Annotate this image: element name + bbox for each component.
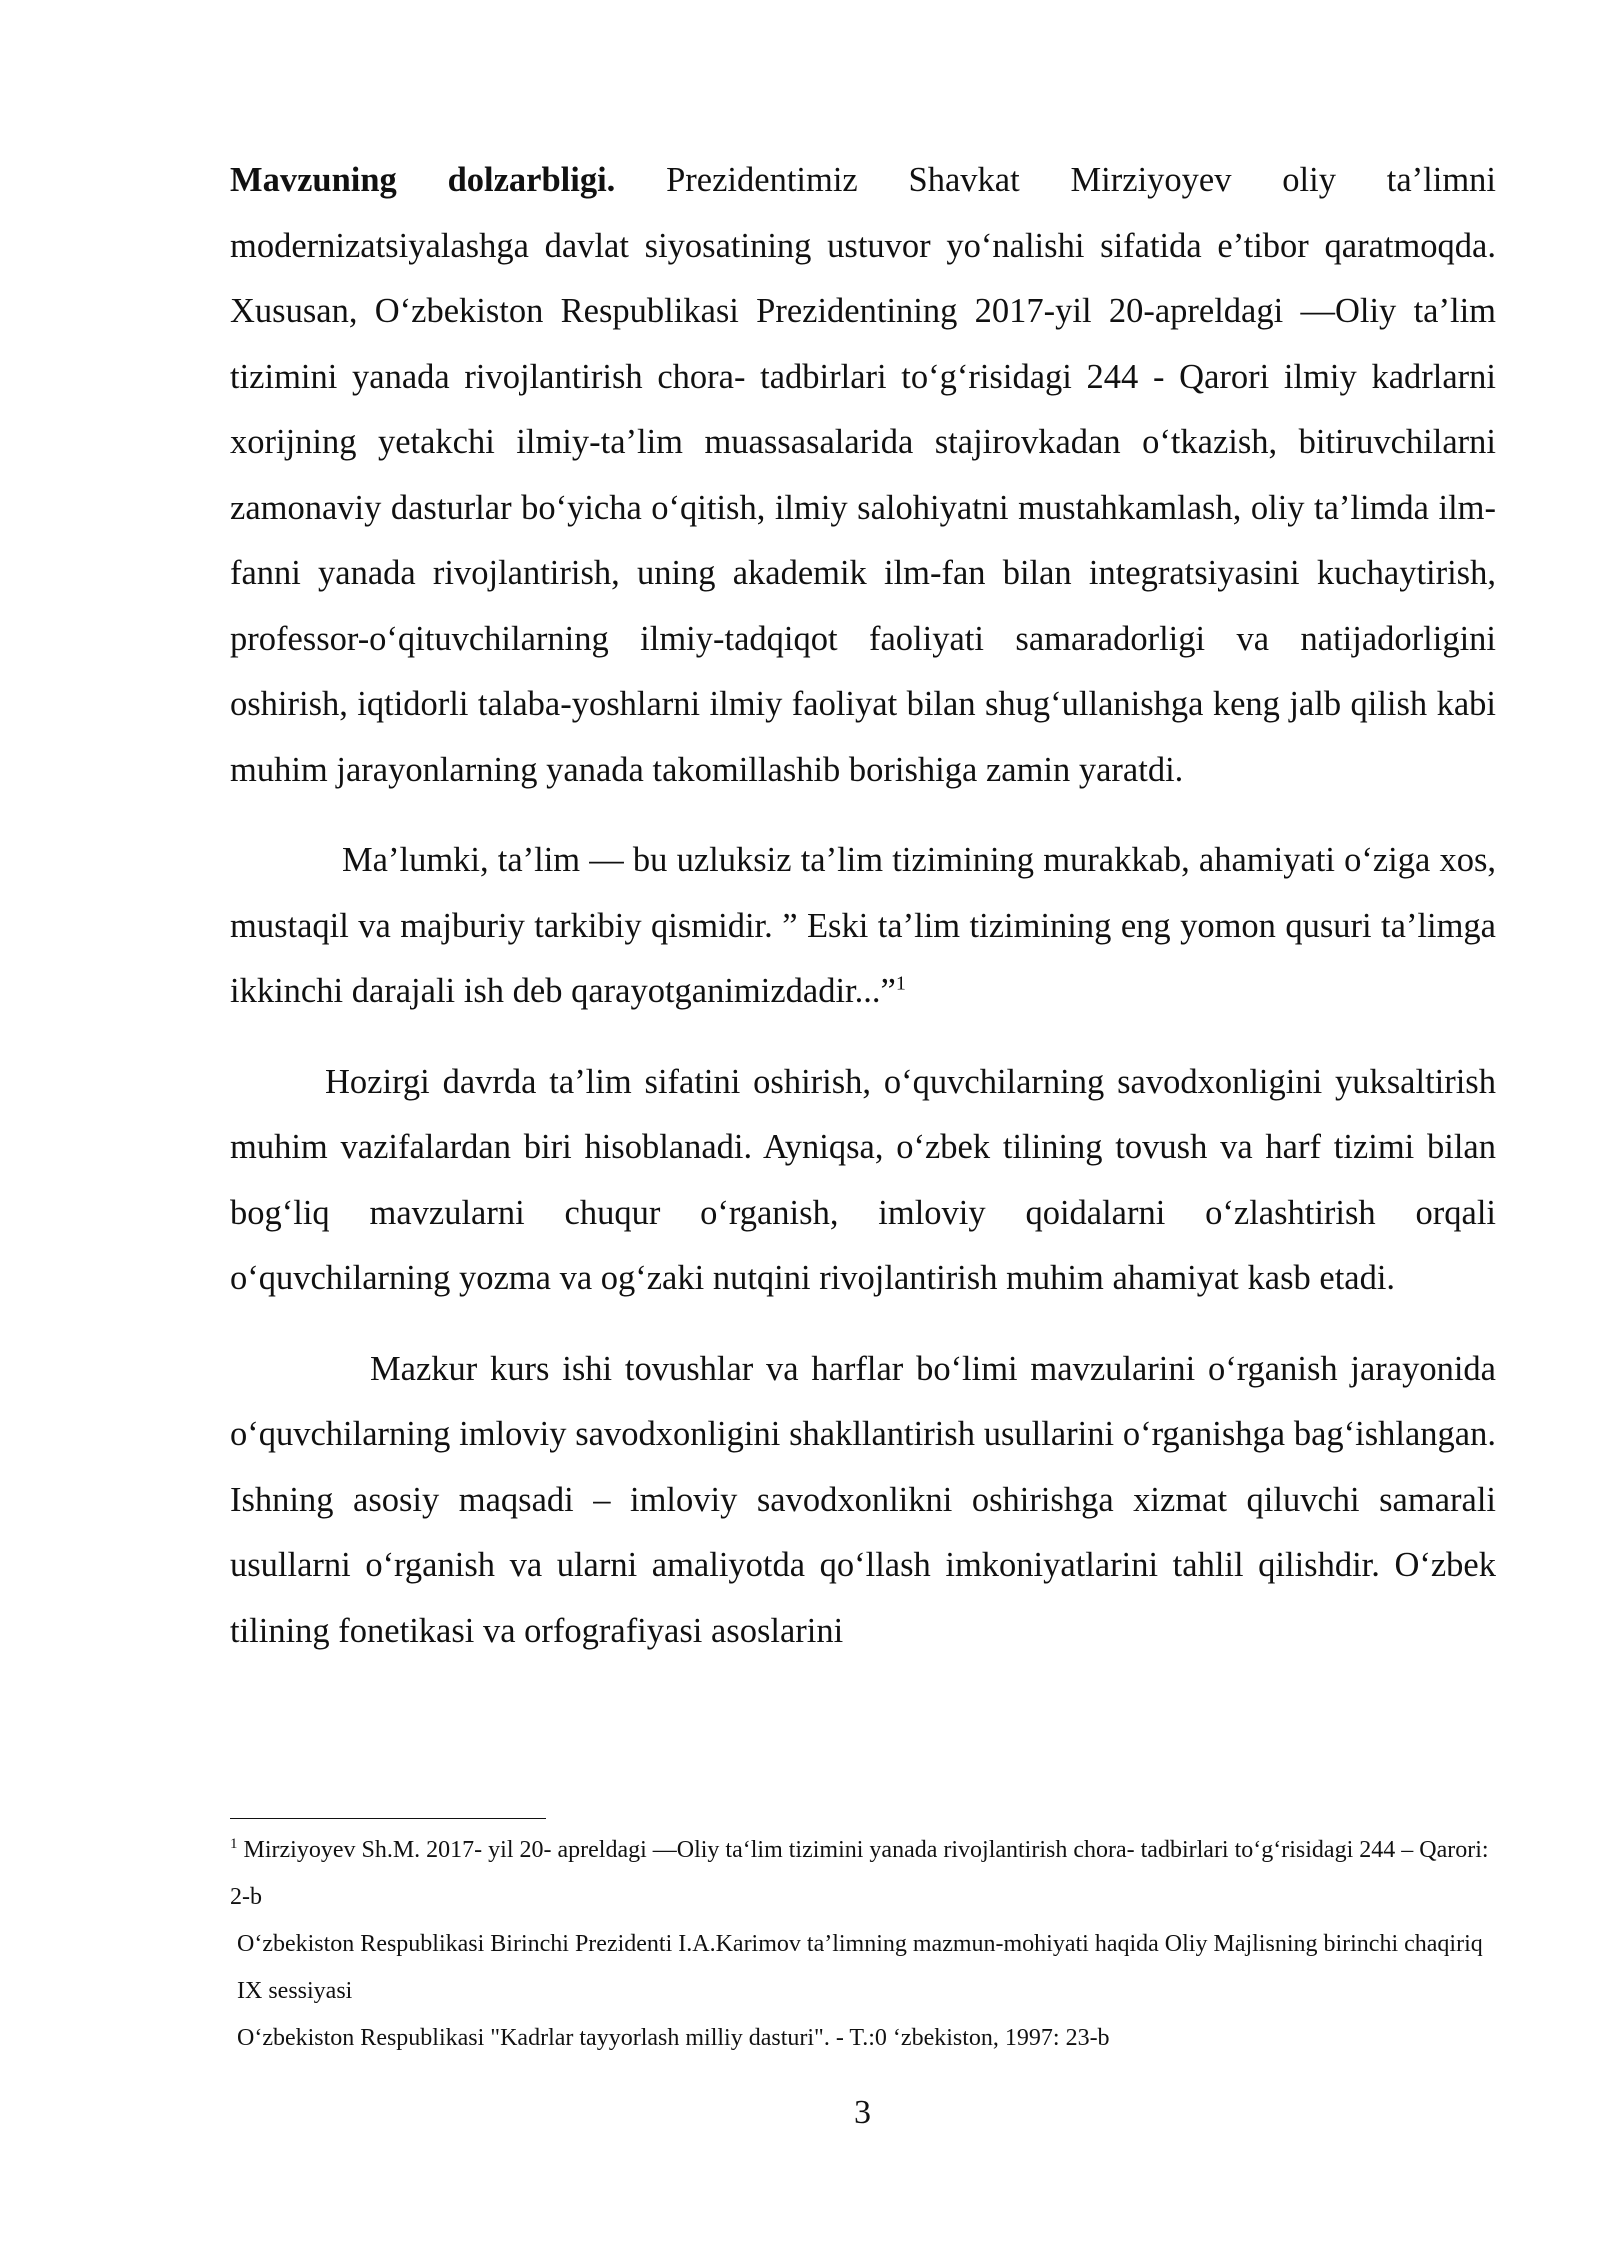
page-number: 3 <box>854 2094 871 2131</box>
body-text <box>230 148 1496 1664</box>
paragraph-3-text: Hozirgi davrda ta’lim sifatini oshirish, o‘quvchilarning savodxonligini yuksaltirish muhim vazifalardan biri hisoblanadi. Ayniqsa, o‘zbek tilining tovush va harf tizimi bilan bog‘liq mavzularni chuqur o‘rganish, imloviy qoidalarni o‘zlashtirish orqali o‘quvchilarning yozma va og‘zaki nutqini rivojlantirish muhim ahamiyat kasb etadi. <box>230 1062 1496 1297</box>
paragraph-course-work-aim <box>230 1337 1496 1665</box>
paragraph-relevance <box>230 148 1496 803</box>
footnotes <box>230 1827 1496 2062</box>
paragraph-education-definition <box>230 828 1496 1025</box>
footnote-separator <box>230 1818 546 1819</box>
footnote-1 <box>230 1827 1496 1921</box>
paragraph-current-period <box>230 1050 1496 1312</box>
paragraph-2-text: Ma’lumki, ta’lim — bu uzluksiz ta’lim tizimining murakkab, ahamiyati o‘ziga xos, mustaqil va majburiy tarkibiy qismidir. ” Eski ta’lim tizimining eng yomon qusuri ta’limga ikkinchi darajali ish deb qarayotganimizdadir...” <box>230 841 1496 1010</box>
footnote-1-mark: 1 <box>230 1836 238 1852</box>
footnote-1-text: Mirziyoyev Sh.M. 2017- yil 20- apreldagi ―Oliy ta‘lim tizimini yanada rivojlantirish chora- tadbirlari to‘g‘risidagi 244 – Qarori: 2-b <box>230 1837 1489 1910</box>
footnote-3: O‘zbekiston Respublikasi "Kadrlar tayyorlash milliy dasturi". - T.:0 ‘zbekiston, 1997: 23-b <box>237 2025 1110 2051</box>
footnote-2: O‘zbekiston Respublikasi Birinchi Prezidenti I.A.Karimov ta’limning mazmun-mohiyati haqida Oliy Majlisning birinchi chaqiriq IX sessiyasi <box>237 1931 1483 2004</box>
footnote-reference[interactable]: 1 <box>895 972 906 995</box>
paragraph-4-text: Mazkur kurs ishi tovushlar va harflar bo‘limi mavzularini o‘rganish jarayonida o‘quvchilarning imloviy savodxonligini shakllantirish usullarini o‘rganishga bag‘ishlangan. Ishning asosiy maqsadi – imloviy savodxonlikni oshirishga xizmat qiluvchi samarali usullarni o‘rganish va ularni amaliyotda qo‘llash imkoniyatlarini tahlil qilishdir. O‘zbek tilining fonetikasi va orfografiyasi asoslarini <box>230 1349 1496 1650</box>
section-lead-heading: Mavzuning dolzarbligi. <box>230 161 616 199</box>
paragraph-1-text: Prezidentimiz Shavkat Mirziyoyev oliy ta’limni modernizatsiyalashga davlat siyosatining ustuvor yo‘nalishi sifatida e’tibor qaratmoqda. Xususan, O‘zbekiston Respublikasi Prezidentining 2017-yil 20-apreldagi ―Oliy ta’lim tizimini yanada rivojlantirish chora- tadbirlari to‘g‘risidagi 244 - Qarori ilmiy kadrlarni xorijning yetakchi ilmiy-ta’lim muassasalarida stajirovkadan o‘tkazish, bitiruvchilarni zamonaviy dasturlar bo‘yicha o‘qitish, ilmiy salohiyatni mustahkamlash, oliy ta’limda ilm-fanni yanada rivojlantirish, uning akademik ilm-fan bilan integratsiyasini kuchaytirish, professor-o‘qituvchilarning ilmiy-tadqiqot faoliyati samaradorligi va natijadorligini oshirish, iqtidorli talaba-yoshlarni ilmiy faoliyat bilan shug‘ullanishga keng jalb qilish kabi muhim jarayonlarning yanada takomillashib borishiga zamin yaratdi. <box>230 161 1496 789</box>
